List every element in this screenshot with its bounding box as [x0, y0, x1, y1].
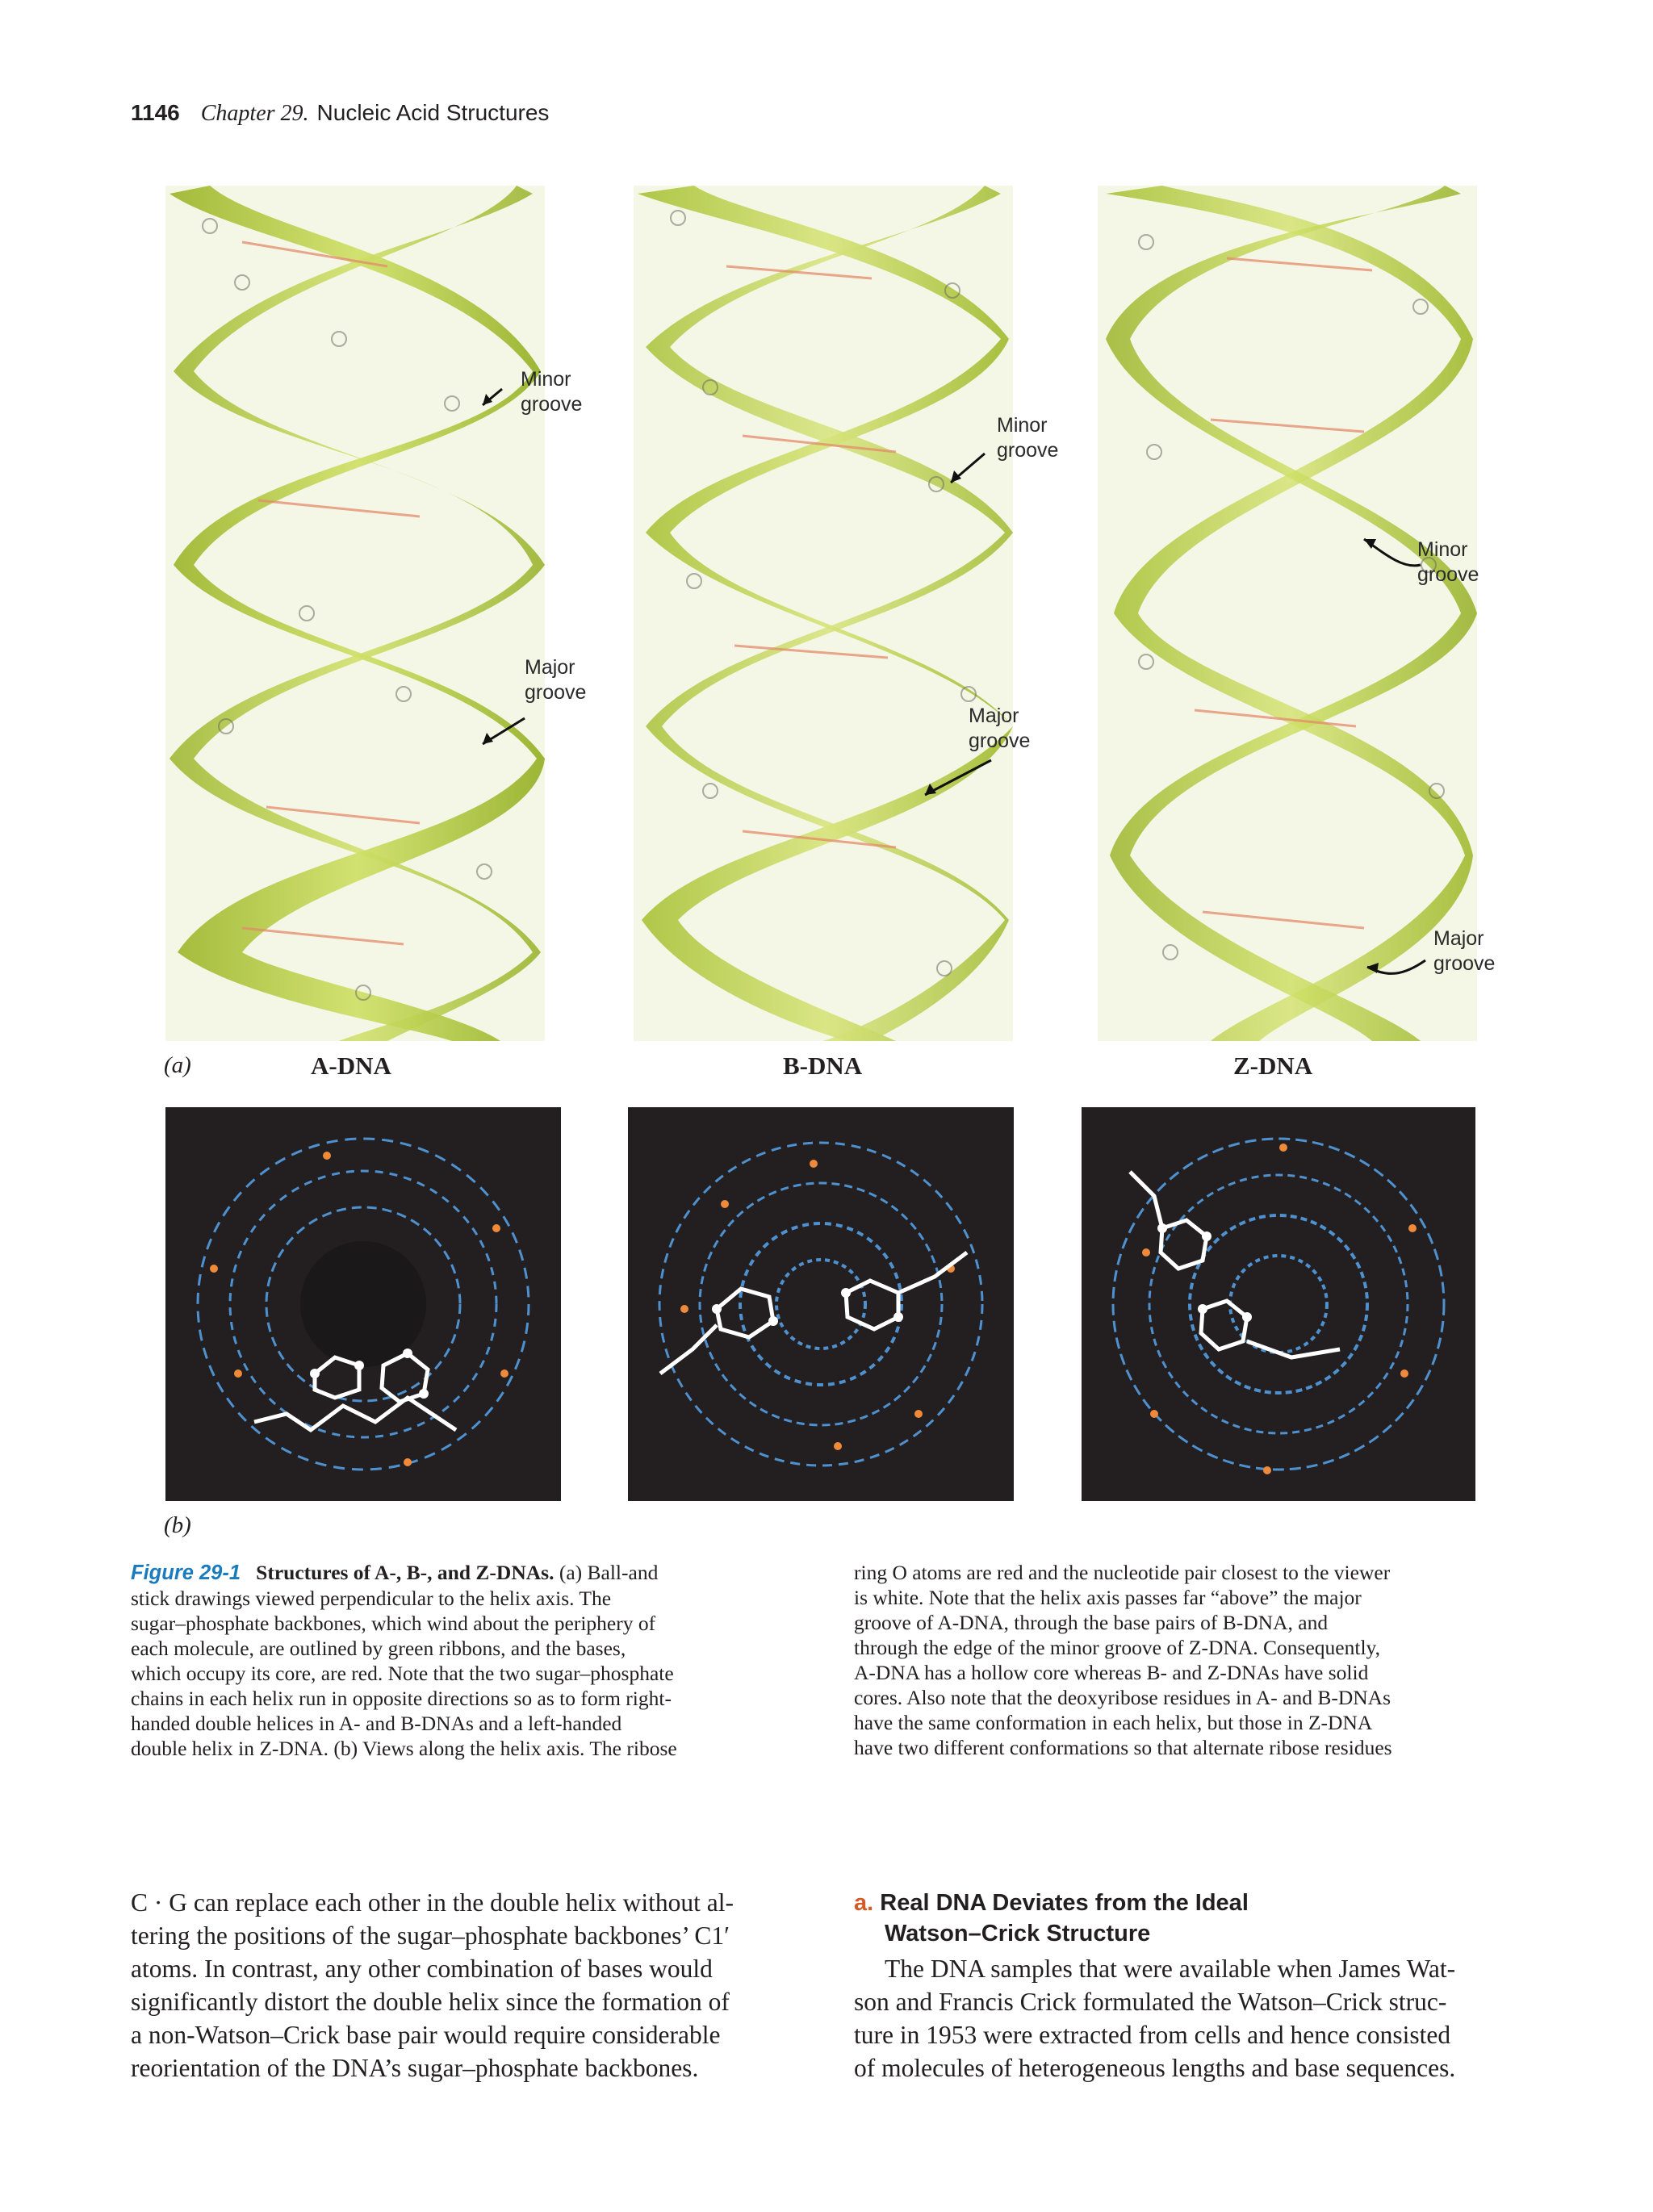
- a-minor-groove-label: Minor groove: [521, 368, 583, 416]
- b-minor-groove-label: Minor groove: [997, 414, 1059, 462]
- b-dna-helix: [634, 186, 1013, 1041]
- a-dna-axial-view: [165, 1107, 561, 1501]
- panel-b-label: (b): [164, 1512, 191, 1538]
- figure-title: Structures of A-, B-, and Z-DNAs.: [256, 1561, 554, 1584]
- a-dna-helix: [165, 186, 545, 1041]
- b-dna-label: B-DNA: [783, 1052, 863, 1080]
- helix-illustrations: [0, 0, 1653, 1065]
- z-dna-axial-view: [1082, 1107, 1475, 1501]
- caption-right-column: ring O atoms are red and the nucleotide pair closest to the viewer is white. Note that the helix axis passes far “above” the major groove of A-DNA, through the base pairs of B-DNA, and through the edge of the minor groove of Z-DNA. Consequently, A-DNA has a hollow core whereas B- and Z-DNAs have solid cores. Also note that the deoxyribose residues in A- and B-DNAs have the same conformation in each helix, but those in Z-DNA have two different conformations so that alternate ribose residues: [854, 1561, 1392, 1759]
- page-number: 1146: [131, 100, 180, 125]
- chapter-title: Nucleic Acid Structures: [316, 100, 550, 125]
- body-right-column: The DNA samples that were available when James Wat- son and Francis Crick formulated the Watson–Crick struc- ture in 1953 were extracted from cells and hence consisted of molecules of heterogeneous lengths and base sequences.: [854, 1955, 1456, 2082]
- b-major-groove-label: Major groove: [969, 705, 1031, 752]
- figure-label: Figure 29-1: [131, 1562, 241, 1584]
- chapter-label: Chapter 29.: [200, 101, 309, 126]
- b-dna-axial-view: [628, 1107, 1014, 1501]
- a-major-groove-label: Major groove: [525, 656, 587, 704]
- z-dna-label: Z-DNA: [1233, 1052, 1313, 1080]
- panel-a-label: (a): [164, 1052, 191, 1078]
- section-heading: a. Real DNA Deviates from the Ideal Watson–Crick Structure: [854, 1890, 1249, 1946]
- body-left-column: C · G can replace each other in the double helix without al- tering the positions of the sugar–phosphate backbones’ C1′ atoms. In contrast, any other combination of bases would significantly distort the double helix since the formation of a non-Watson–Crick base pair would require considerable reorientation of the DNA’s sugar–phosphate backbones.: [131, 1888, 734, 2082]
- caption-left-column: Figure 29-1 Structures of A-, B-, and Z-DNAs. (a) Ball-and stick drawings viewed perpendicular to the helix axis. The sugar–phosphate backbones, which wind about the periphery of each molecule, are outlined by green ribbons, and the bases, which occupy its core, are red. Note that the two sugar–phosphate chains in each helix run in opposite directions so as to form right- handed double helices in A- and B-DNAs and a left-handed double helix in Z-DNA. (b) Views along the helix axis. The ribose: [131, 1561, 677, 1760]
- section-letter: a.: [854, 1890, 874, 1916]
- z-dna-helix: [1098, 186, 1477, 1041]
- a-dna-label: A-DNA: [311, 1052, 391, 1080]
- z-major-groove-label: Major groove: [1433, 927, 1496, 975]
- z-minor-groove-label: Minor groove: [1417, 538, 1479, 586]
